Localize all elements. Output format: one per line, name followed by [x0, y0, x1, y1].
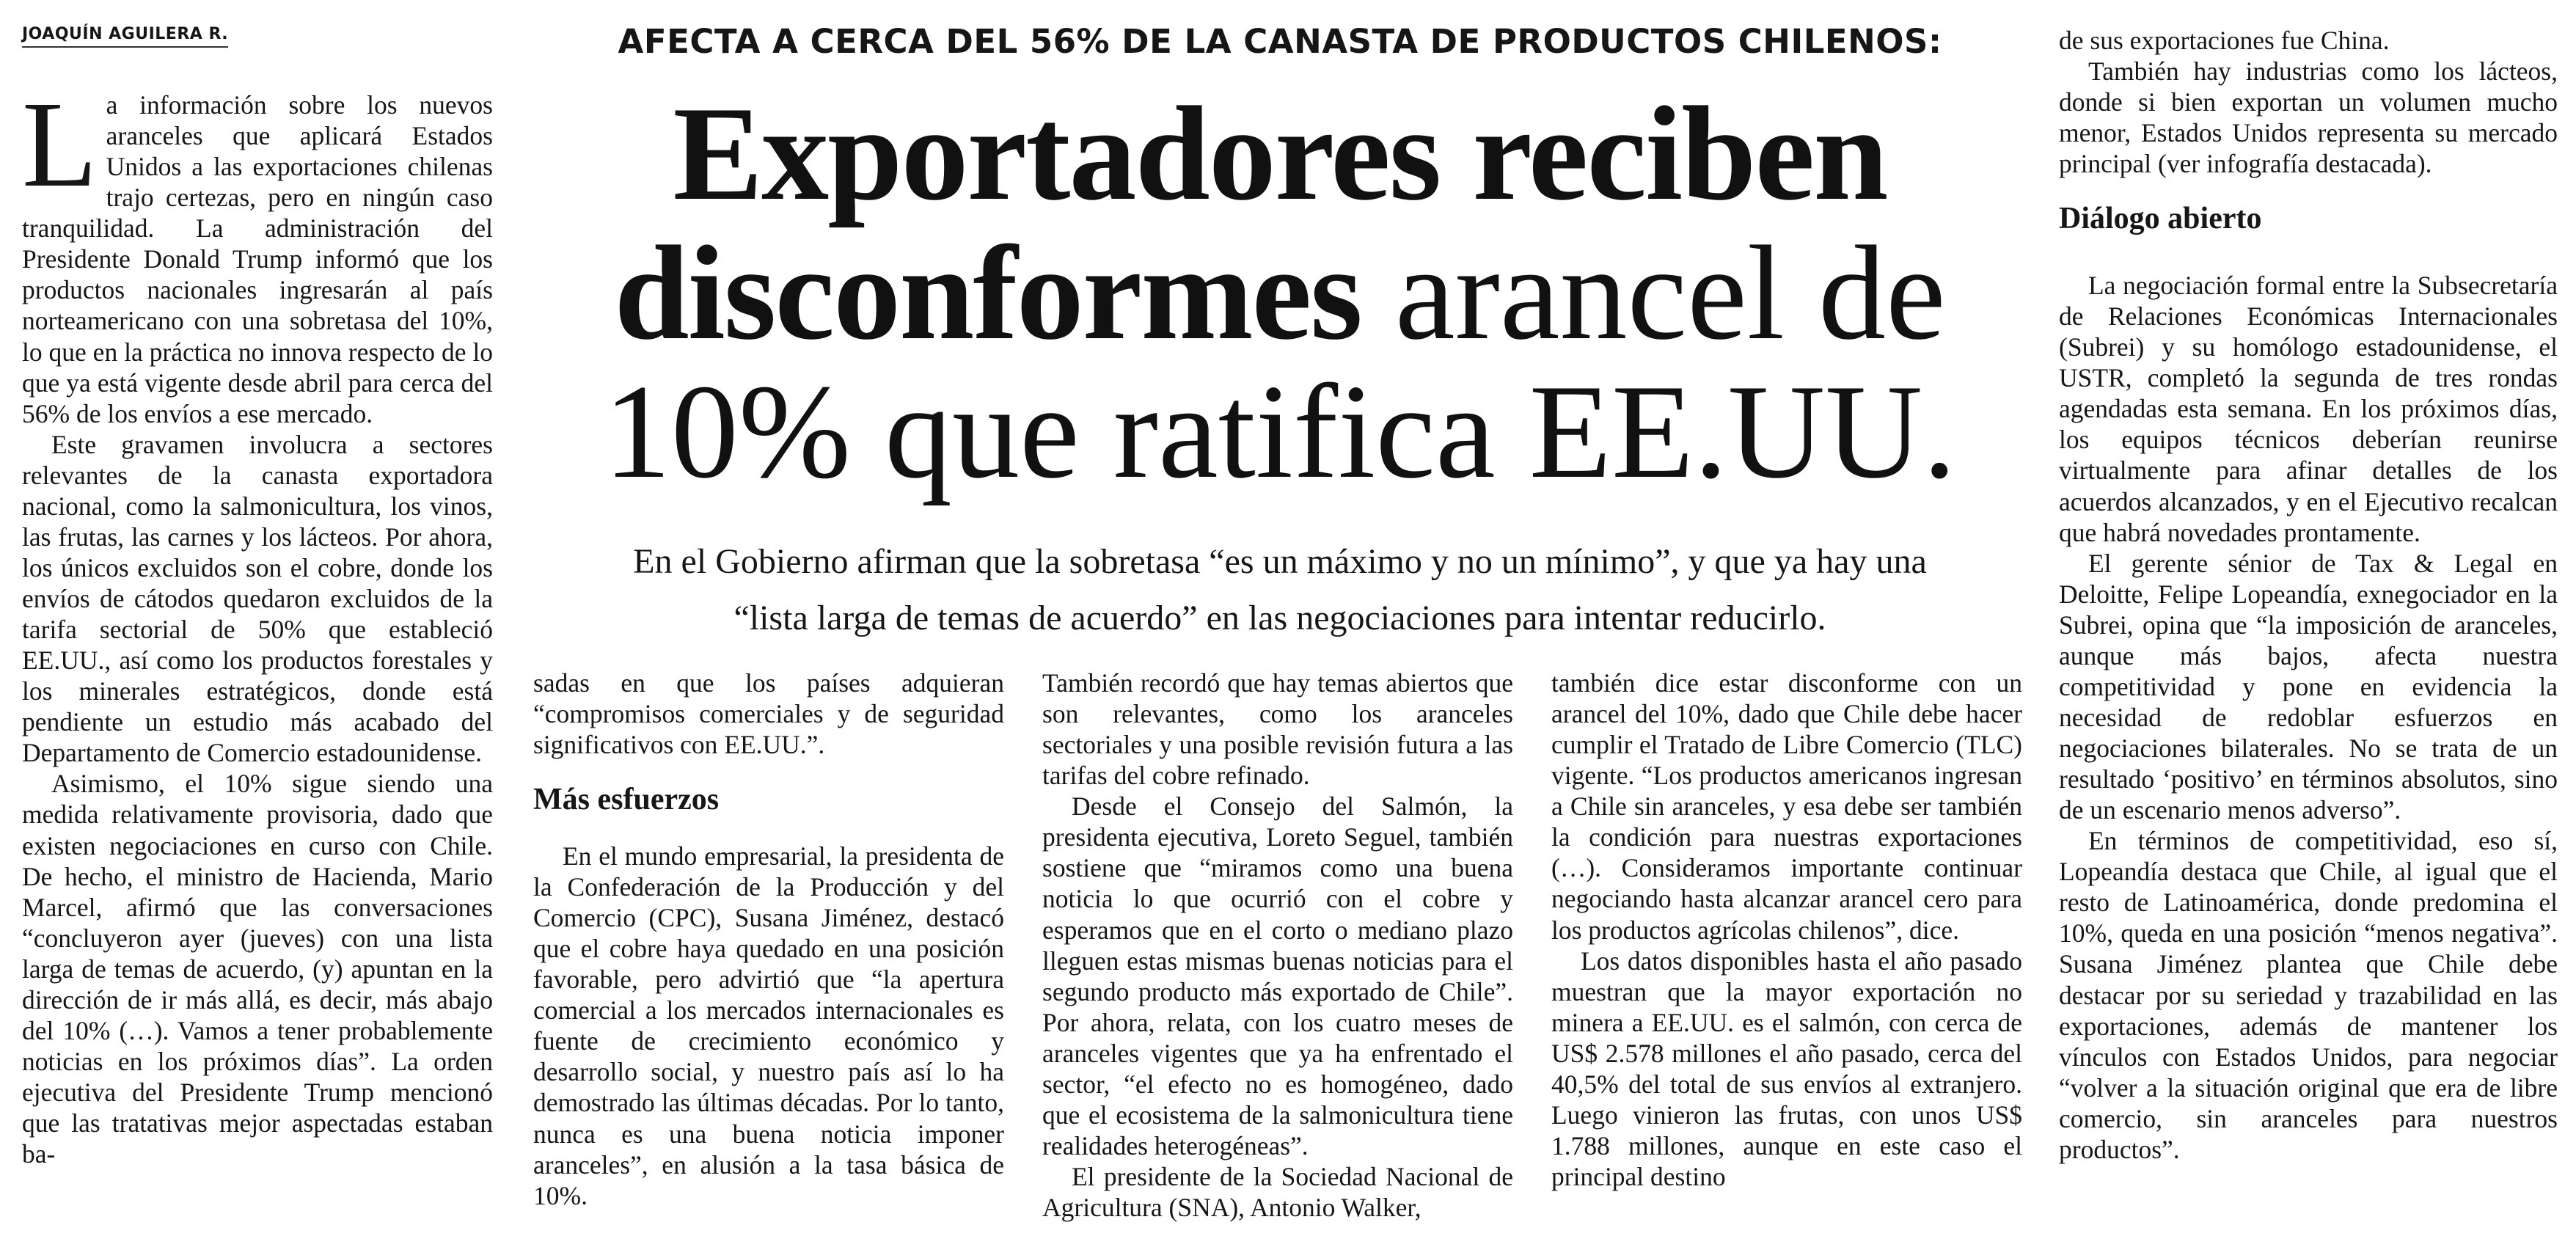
headline	[513, 78, 2046, 507]
section-heading: Más esfuerzos	[533, 783, 720, 817]
paragraph	[22, 76, 493, 429]
article-column-2	[533, 668, 1004, 1211]
paragraph: Este gravamen involucra a sectores relevantes de la canasta exportadora nacional, como la salmonicultura, los vinos, las frutas, las carnes y los lácteos. Por ahora, los únicos excluidos son el cobre, donde los envíos de cátodos quedaron excluidos de la tarifa sectorial de 50% que estableció EE.UU., así como los productos forestales y los minerales estratégicos, donde está pendiente un estudio más acabado del Departamento de Comercio estadounidense.	[22, 429, 493, 768]
paragraph: Los datos disponibles hasta el año pasado muestran que la mayor exportación no minera a EE.UU. es el salmón, con cerca de US$ 2.578 millones el año pasado, cerca del 40,5% del total de sus envíos al extranjero. Luego vinieron las frutas, con unos US$ 1.788 millones, aunque en este caso el principal destino	[1551, 946, 2022, 1191]
headline-line-2-rest: arancel de	[1361, 217, 1946, 367]
deck-line-2: “lista larga de temas de acuerdo” en las negociaciones para intentar reducirlo.	[733, 598, 1826, 637]
paragraph: En términos de competitividad, eso sí, Lopeandía destaca que Chile, al igual que el resto de Latinoamérica, donde predomina el 10%, queda en una posición “menos negativa”. Susana Jiménez plantea que Chile debe destacar por su seriedad y trazabilidad en las exportaciones, además de mantener los vínculos con Estados Unidos, para negociar “volver a la situación original que era de libre comercio, sin aranceles para nuestros productos”.	[2059, 826, 2558, 1164]
paragraph: de sus exportaciones fue China.	[2059, 26, 2390, 55]
paragraph: También recordó que hay temas abiertos que son relevantes, como los aranceles sectoriales y una posible revisión futura a las tarifas del cobre refinado.	[1042, 668, 1513, 791]
headline-line-2	[513, 217, 2046, 367]
section-heading: Diálogo abierto	[2059, 202, 2262, 236]
paragraph: Desde el Consejo del Salmón, la presidenta ejecutiva, Loreto Seguel, también sostiene que “miramos como una buena noticia lo que ocurrió con el cobre y esperamos que en el corto o mediano plazo lleguen estas mismas buenas noticias para el segundo producto más exportado de Chile”. Por ahora, relata, con los cuatro meses de aranceles vigentes que ya ha enfrentado el sector, “el efecto no es homogéneo, dado que el ecosistema de la salmonicultura tiene realidades heterogéneas”.	[1042, 791, 1513, 1160]
kicker-headline: AFECTA A CERCA DEL 56% DE LA CANASTA DE PRODUCTOS CHILENOS:	[618, 22, 1942, 61]
deck-line-1: En el Gobierno afirman que la sobretasa “es un máximo y no un mínimo”, y que ya hay una	[633, 542, 1927, 581]
article-column-4	[1551, 668, 2022, 1192]
headline-bold-word: disconformes	[614, 217, 1361, 367]
deck-subheadline	[513, 534, 2046, 647]
drop-cap: L	[22, 76, 98, 213]
headline-line-1: Exportadores reciben	[673, 78, 1887, 228]
paragraph: sadas en que los países adquieran “compromisos comerciales y de seguridad significativos con EE.UU.”.	[533, 668, 1004, 760]
paragraph: El presidente de la Sociedad Nacional de Agricultura (SNA), Antonio Walker,	[1042, 1162, 1513, 1223]
paragraph: también dice estar disconforme con un arancel del 10%, dado que Chile debe hacer cumplir el Tratado de Libre Comercio (TLC) vigente. “Los productos americanos ingresan a Chile sin aranceles, y esa debe ser también la condición para nuestras exportaciones (…). Consideramos importante continuar negociando hasta alcanzar arancel cero para los productos agrícolas chilenos”, dice.	[1551, 668, 2022, 945]
paragraph: También hay industrias como los lácteos, donde si bien exportan un volumen mucho menor, Estados Unidos representa su mercado principal (ver infografía destacada).	[2059, 56, 2558, 179]
article-column-1	[22, 76, 493, 1169]
article-column-5	[2059, 25, 2558, 1165]
paragraph: La negociación formal entre la Subsecretaría de Relaciones Económicas Internacionales (Subrei) y su homólogo estadounidense, el USTR, completó la segunda de tres rondas agendadas esta semana. En los próximos días, los equipos técnicos deberían reunirse virtualmente para afinar detalles de los acuerdos alcanzados, y en el Ejecutivo recalcan que habrá novedades prontamente.	[2059, 271, 2558, 547]
paragraph: Asimismo, el 10% sigue siendo una medida relativamente provisoria, dado que existen negociaciones en curso con Chile. De hecho, el ministro de Hacienda, Mario Marcel, afirmó que las conversaciones “concluyeron ayer (jueves) con una lista larga de temas de acuerdo, (y) apuntan en la dirección de ir más allá, es decir, más abajo del 10% (…). Vamos a tener probablemente noticias en los próximos días”. La orden ejecutiva del Presidente Trump mencionó que las tratativas mejor aspectadas estaban ba-	[22, 769, 493, 1169]
paragraph: El gerente sénior de Tax & Legal en Deloitte, Felipe Lopeandía, exnegociador en la Subrei, opina que “la imposición de aranceles, aunque más bajos, afecta nuestra competitividad y pone en evidencia la necesidad de redoblar esfuerzos en negociaciones bilaterales. No se trata de un resultado ‘positivo’ en términos absolutos, sino de un escenario menos adverso”.	[2059, 548, 2558, 825]
byline: JOAQUÍN AGUILERA R.	[22, 25, 228, 48]
article-column-3	[1042, 668, 1513, 1223]
paragraph-text: a información sobre los nuevos aranceles que aplicará Estados Unidos a las exportaciones chilenas trajo certezas, pero en ningún caso tranquilidad. La administración del Presidente Donald Trump informó que los productos nacionales ingresarán al país norteamericano con una sobretasa del 10%, lo que en la práctica no innova respecto de lo que ya está vigente desde abril para cerca del 56% de los envíos a ese mercado.	[22, 90, 493, 428]
paragraph: En el mundo empresarial, la presidenta de la Confederación de la Producción y del Comercio (CPC), Susana Jiménez, destacó que el cobre haya quedado en una posición favorable, pero advirtió que “la apertura comercial a los mercados internacionales es fuente de crecimiento económico y desarrollo social, y nuestro país así lo ha demostrado las últimas décadas. Por lo tanto, nunca es una buena noticia imponer aranceles”, en alusión a la tasa básica de 10%.	[533, 841, 1004, 1210]
headline-line-3: 10% que ratifica EE.UU.	[603, 356, 1957, 507]
